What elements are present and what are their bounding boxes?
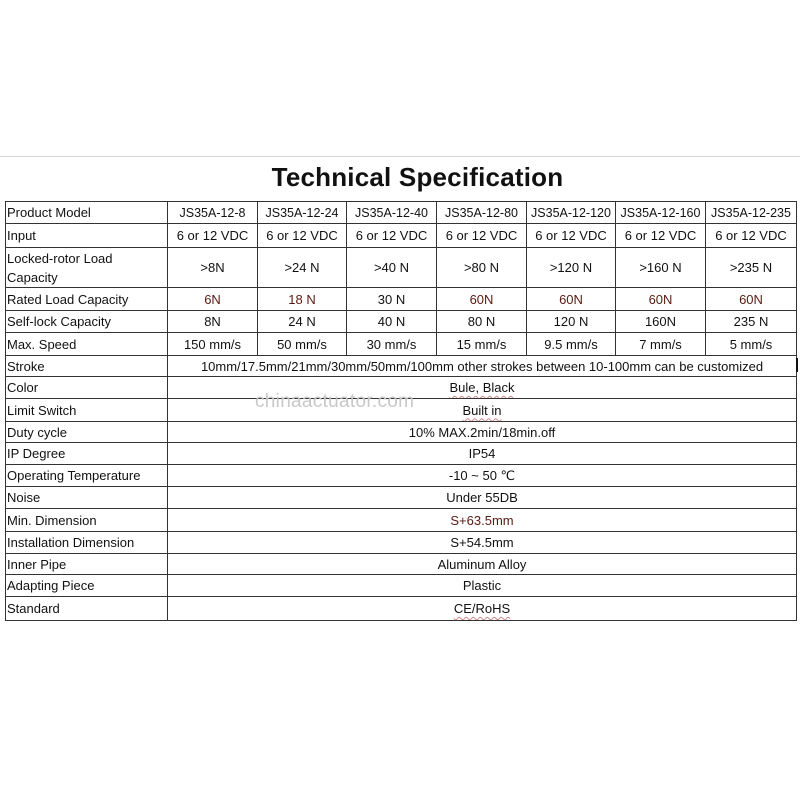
value-cell: >24 N [258, 248, 347, 288]
row-label: Input [6, 224, 168, 248]
value-cell: 6N [168, 288, 258, 311]
spec-table [5, 201, 797, 621]
table-row-max-speed [6, 333, 797, 356]
row-label: Product Model [6, 202, 168, 224]
model-cell: JS35A-12-160 [616, 202, 706, 224]
page-title: Technical Specification [271, 162, 564, 192]
value-cell: 10% MAX.2min/18min.off [168, 422, 797, 443]
table-row-duty-cycle [6, 422, 797, 443]
value-cell: 7 mm/s [616, 333, 706, 356]
value-cell: 6 or 12 VDC [706, 224, 797, 248]
table-row-product-model [6, 202, 797, 224]
table-row-adapting-piece [6, 575, 797, 597]
value-cell [168, 377, 797, 399]
value-cell: >235 N [706, 248, 797, 288]
top-divider [0, 156, 800, 157]
value-cell: 6 or 12 VDC [347, 224, 437, 248]
table-row-locked-rotor [6, 248, 797, 288]
table-edge-mark [796, 358, 798, 372]
value-cell: >8N [168, 248, 258, 288]
value-cell: 235 N [706, 311, 797, 333]
table-row-limit-switch [6, 399, 797, 422]
row-label: Stroke [6, 356, 168, 377]
table-row-noise [6, 487, 797, 509]
table-row-color [6, 377, 797, 399]
row-label: Rated Load Capacity [6, 288, 168, 311]
value-cell: 60N [527, 288, 616, 311]
value-cell: 6 or 12 VDC [437, 224, 527, 248]
row-label: Max. Speed [6, 333, 168, 356]
row-label: Operating Temperature [6, 465, 168, 487]
row-label: Color [6, 377, 168, 399]
value-cell: 8N [168, 311, 258, 333]
row-label: Min. Dimension [6, 509, 168, 532]
value-cell: -10 ~ 50 ℃ [168, 465, 797, 487]
standard-value: CE/RoHS [453, 601, 511, 616]
table-row-rated-load [6, 288, 797, 311]
value-cell [168, 399, 797, 422]
value-cell: 6 or 12 VDC [168, 224, 258, 248]
model-cell: JS35A-12-80 [437, 202, 527, 224]
value-cell: 60N [437, 288, 527, 311]
value-cell: >160 N [616, 248, 706, 288]
value-cell: 6 or 12 VDC [616, 224, 706, 248]
model-cell: JS35A-12-40 [347, 202, 437, 224]
color-value: Bule, Black [449, 380, 515, 395]
model-cell: JS35A-12-8 [168, 202, 258, 224]
table-row-operating-temperature [6, 465, 797, 487]
value-cell: 10mm/17.5mm/21mm/30mm/50mm/100mm other strokes between 10-100mm can be customized [168, 356, 797, 377]
value-cell: 5 mm/s [706, 333, 797, 356]
value-cell: >120 N [527, 248, 616, 288]
limit-switch-value: Built in [462, 402, 502, 418]
model-cell: JS35A-12-235 [706, 202, 797, 224]
row-label: Installation Dimension [6, 532, 168, 554]
value-cell: S+54.5mm [168, 532, 797, 554]
value-cell: 6 or 12 VDC [527, 224, 616, 248]
value-cell: 40 N [347, 311, 437, 333]
table-row-inner-pipe [6, 554, 797, 575]
row-label: Inner Pipe [6, 554, 168, 575]
value-cell [168, 597, 797, 621]
value-cell: Aluminum Alloy [168, 554, 797, 575]
value-cell: 18 N [258, 288, 347, 311]
row-label: Locked-rotor Load Capacity [6, 248, 168, 288]
model-cell: JS35A-12-120 [527, 202, 616, 224]
value-cell: >80 N [437, 248, 527, 288]
value-cell: 50 mm/s [258, 333, 347, 356]
value-cell: S+63.5mm [168, 509, 797, 532]
row-label: Self-lock Capacity [6, 311, 168, 333]
value-cell: Under 55DB [168, 487, 797, 509]
value-cell: 30 mm/s [347, 333, 437, 356]
value-cell: 160N [616, 311, 706, 333]
table-row-installation-dimension [6, 532, 797, 554]
row-label: Standard [6, 597, 168, 621]
value-cell: 6 or 12 VDC [258, 224, 347, 248]
row-label: IP Degree [6, 443, 168, 465]
value-cell: 15 mm/s [437, 333, 527, 356]
table-row-standard [6, 597, 797, 621]
table-row-stroke [6, 356, 797, 377]
value-cell: 60N [706, 288, 797, 311]
value-cell: 80 N [437, 311, 527, 333]
value-cell: >40 N [347, 248, 437, 288]
table-row-ip-degree [6, 443, 797, 465]
row-label: Adapting Piece [6, 575, 168, 597]
value-cell: Plastic [168, 575, 797, 597]
row-label: Limit Switch [6, 399, 168, 422]
row-label: Duty cycle [6, 422, 168, 443]
value-cell: 9.5 mm/s [527, 333, 616, 356]
value-cell: 24 N [258, 311, 347, 333]
value-cell: 60N [616, 288, 706, 311]
value-cell: 120 N [527, 311, 616, 333]
model-cell: JS35A-12-24 [258, 202, 347, 224]
value-cell: IP54 [168, 443, 797, 465]
watermark: chinaactuator.com [255, 391, 415, 412]
table-row-self-lock [6, 311, 797, 333]
value-cell: 30 N [347, 288, 437, 311]
table-row-input [6, 224, 797, 248]
table-row-min-dimension [6, 509, 797, 532]
row-label: Noise [6, 487, 168, 509]
value-cell: 150 mm/s [168, 333, 258, 356]
